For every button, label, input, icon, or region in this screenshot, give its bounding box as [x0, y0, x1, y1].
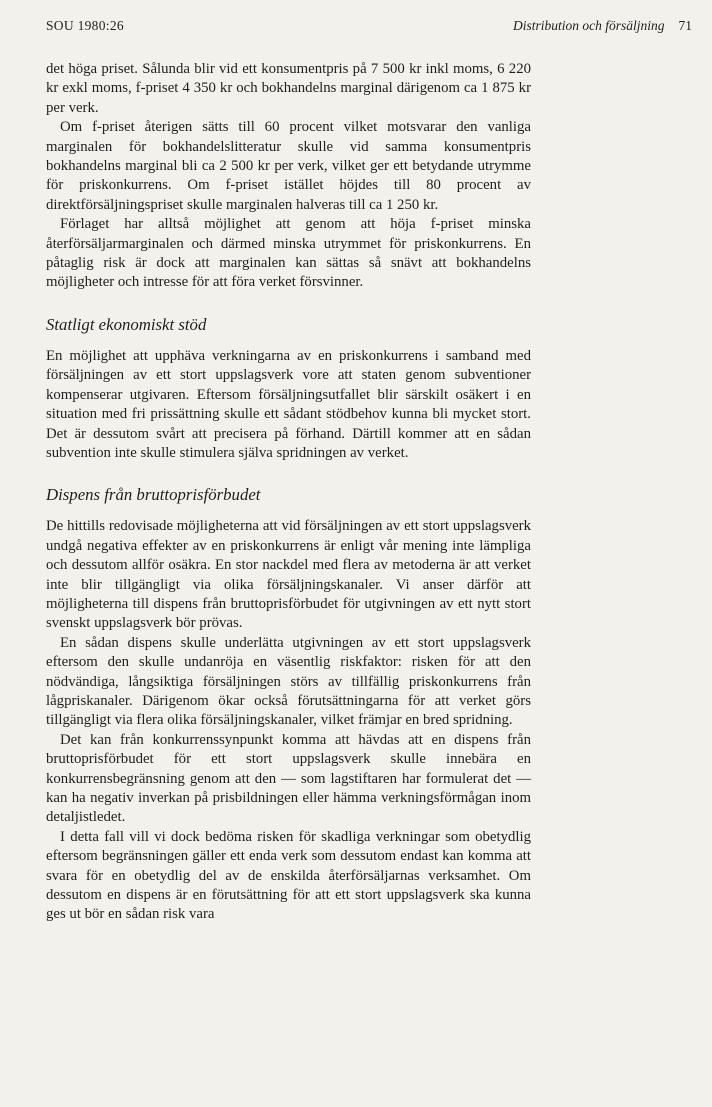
paragraph: De hittills redovisade möjligheterna att vid försäljningen av ett stort uppslagsverk undgå negativa effekter av en priskonkurrens är enligt vår mening inte lämpliga och dessutom allför osäkra. En stor nackdel med flera av metoderna är att verket inte blir tillgängligt via olika försäljningskanaler. Vi anser därför att möjligheterna till dispens från bruttoprisförbudet för utgivningen av ett nytt stort svenskt uppslagsverk bör prövas. [46, 518, 531, 632]
chapter-title: Distribution och försäljning [512, 18, 665, 33]
paragraph: I detta fall vill vi dock bedöma risken för skadliga verkningar som obetydlig eftersom begränsningen gäller ett enda verk som dessutom endast kan komma att svara för en obetydlig del av de enskilda återförsäljarnas verksamhet. Om dessutom en dispens är en förutsättning för att ett stort uppslagsverk ska kunna ges ut bör en sådan risk vara [46, 828, 531, 923]
paragraph: En sådan dispens skulle underlätta utgivningen av ett stort uppslagsverk eftersom den skulle undanröja en väsentlig riskfaktor: risken för att den nödvändiga, långsiktiga försäljningen störs av tillfällig priskonkurrens från lågpriskanaler. Därigenom ökar också förutsättningarna för att verket görs tillgängligt via flera olika försäljningskanaler, vilket främjar en bred spridning. [46, 634, 531, 729]
section-heading: Dispens från bruttoprisförbudet [46, 485, 261, 505]
page-number: 71 [678, 18, 692, 33]
header-right [513, 18, 692, 34]
paragraph: Förlaget har alltså möjlighet att genom att höja f-priset minska återförsäljarmarginalen och därmed minska utrymmet för priskonkurrens. En påtaglig risk är dock att marginalen kan sättas så snävt att bokhandelns möjligheter och intresse för att föra verket försvinner. [46, 216, 531, 291]
body-text [46, 60, 531, 925]
paragraph: Det kan från konkurrenssynpunkt komma att hävdas att en dispens från bruttoprisförbudet för ett stort uppslagsverk skulle innebära en konkurrensbegränsning genom att den — som lagstiftaren har formulerat det — kan ha negativ inverkan på prisbildningen eller hämma verkningsförmågan inom detaljistledet. [46, 731, 531, 826]
running-header [46, 18, 692, 40]
section-heading: Statligt ekonomiskt stöd [46, 314, 207, 334]
paragraph: Om f-priset återigen sätts till 60 procent vilket motsvarar den vanliga marginalen för bokhandelslitteratur skulle vid samma konsumentpris bokhandelns marginal bli ca 2 500 kr per verk, vilket ger ett betydande utrymme för priskonkurrens. Om f-priset istället höjdes till 80 procent av direktförsäljningspriset skulle marginalen halveras till ca 1 250 kr. [46, 119, 531, 213]
report-series: SOU 1980:26 [46, 18, 124, 33]
paragraph: det höga priset. Sålunda blir vid ett konsumentpris på 7 500 kr inkl moms, 6 220 kr exkl moms, f-priset 4 350 kr och bokhandelns marginal därigenom ca 1 875 kr per verk. [46, 61, 531, 116]
paragraph: En möjlighet att upphäva verkningarna av en priskonkurrens i samband med försäljningen av ett stort uppslagsverk vore att staten genom subventioner kompenserar utgivaren. Eftersom försäljningsutfallet blir särskilt osäkert i en situation med fri prissättning skulle ett sådant stödbehov kunna bli mycket stort. Det är dessutom svårt att precisera på förhand. Därtill kommer att en sådan subvention inte skulle stimulera själva spridningen av verket. [46, 347, 531, 461]
